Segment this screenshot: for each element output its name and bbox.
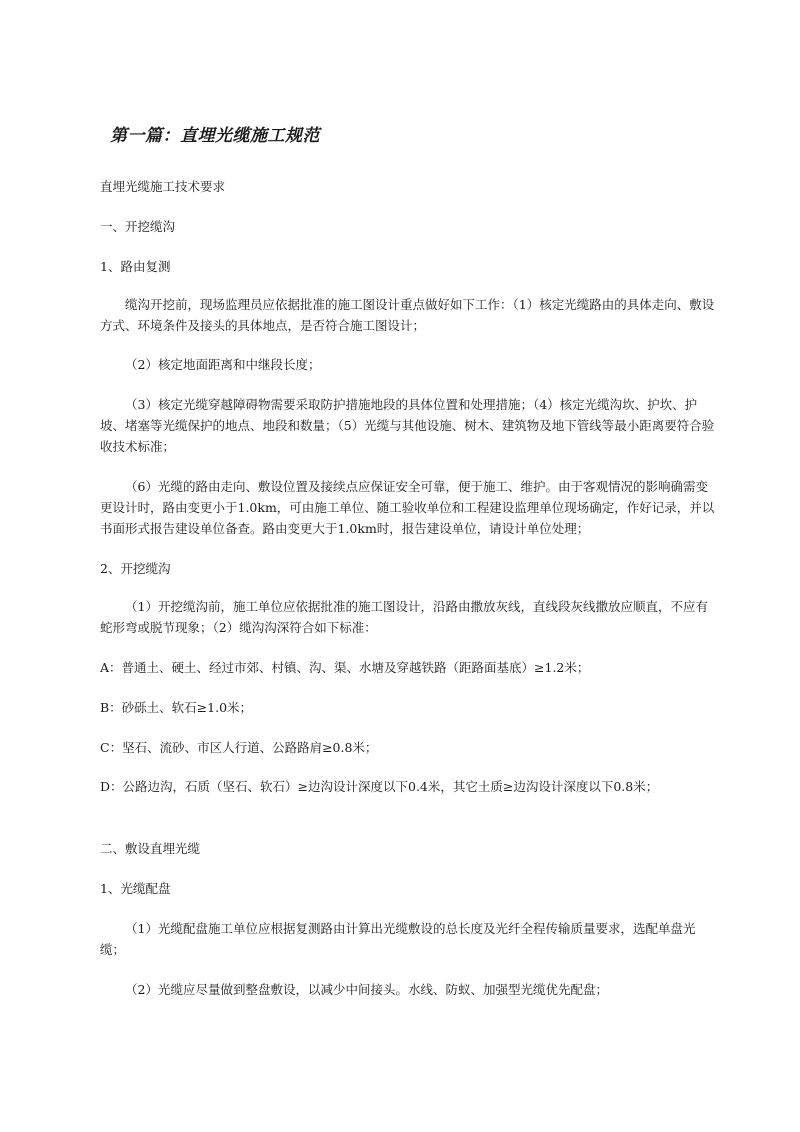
standard-d: D：公路边沟，石质（坚石、软石）≥边沟设计深度以下0.4米，其它土质≥边沟设计深度以下0.8米；: [100, 779, 659, 794]
paragraph-items-3-5: （3）核定光缆穿越障碍物需要采取防护措施地段的具体位置和处理措施；（4）核定光缆沟坎、护坎、护坡、堵塞等光缆保护的地点、地段和数量；（5）光缆与其他设施、树木、建筑物及地下管线等最小距离要符合验收技术标准；: [100, 397, 715, 454]
standard-c: C：坚石、流砂、市区人行道、公路路肩≥0.8米；: [100, 740, 378, 755]
paragraph-item-2: （2）核定地面距离和中继段长度；: [125, 357, 321, 372]
subtitle: 直埋光缆施工技术要求: [100, 179, 226, 194]
standard-b: B：砂砾土、软石≥1.0米；: [100, 700, 253, 715]
paragraph-cable-reel-1: （1）光缆配盘施工单位应根据复测路由计算出光缆敷设的总长度及光纤全程传输质量要求，选配单盘光缆；: [100, 921, 696, 957]
paragraph-item-6: （6）光缆的路由走向、敷设位置及接续点应保证安全可靠，便于施工、维护。由于客观情况的影响确需变更设计时，路由变更小于1.0km，可由施工单位、随工验收单位和工程建设监理单位现场确定，作好记录，并以书面形式报告建设单位备查。路由变更大于1.0km时，报告建设单位，请设计单位处理；: [100, 479, 715, 536]
subsection-heading-1-2: 2、开挖缆沟: [100, 561, 171, 576]
document-title: 第一篇：直埋光缆施工规范: [110, 126, 320, 146]
section-heading-2: 二、敷设直埋光缆: [100, 841, 201, 856]
subsection-heading-2-1: 1、光缆配盘: [100, 881, 171, 896]
subsection-heading-1-1: 1、路由复测: [100, 259, 171, 274]
paragraph-cable-reel-2: （2）光缆应尽量做到整盘敷设，以减少中间接头。水线、防蚁、加强型光缆优先配盘；: [125, 982, 608, 997]
standard-a: A：普通土、硬土、经过市郊、村镇、沟、渠、水塘及穿越铁路（距路面基底）≥1.2米；: [100, 660, 590, 675]
section-heading-1: 一、开挖缆沟: [100, 219, 176, 234]
paragraph-trench-dig: （1）开挖缆沟前，施工单位应依据批准的施工图设计，沿路由撒放灰线，直线段灰线撒放应顺直，不应有蛇形弯或脱节现象；（2）缆沟沟深符合如下标准：: [100, 599, 708, 635]
paragraph-route-survey: 缆沟开挖前，现场监理员应依据批准的施工图设计重点做好如下工作：（1）核定光缆路由的具体走向、敷设方式、环境条件及接头的具体地点，是否符合施工图设计；: [100, 297, 715, 333]
